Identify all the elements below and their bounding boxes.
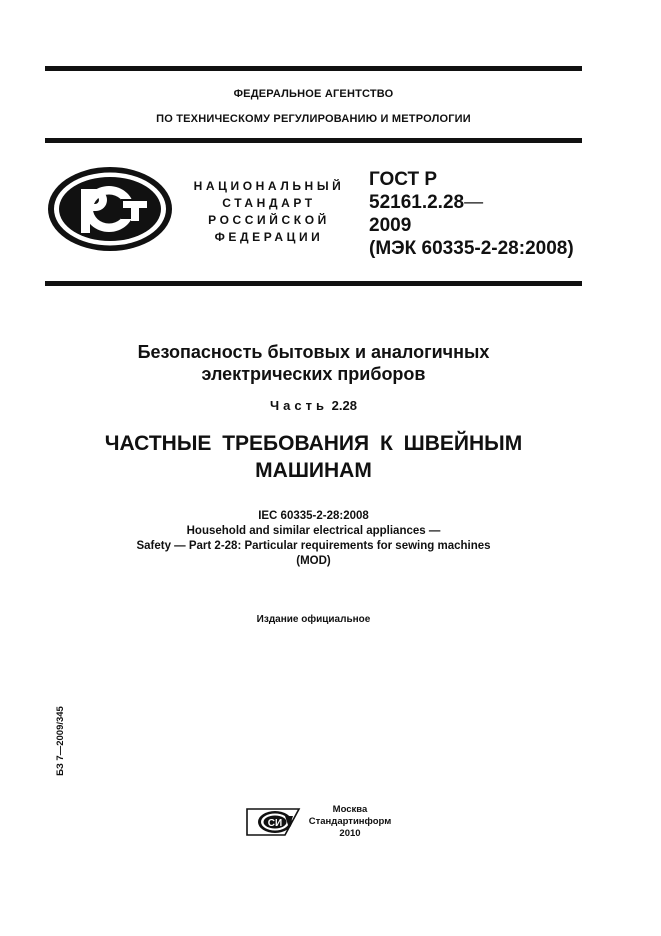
side-code: БЗ 7—2009/345 xyxy=(55,706,66,776)
gost-iec-ref: (МЭК 60335-2-28:2008) xyxy=(369,238,574,259)
iec-line-3: Safety — Part 2-28: Particular requirements for sewing machines xyxy=(136,540,491,552)
gost-number: 52161.2.28 xyxy=(369,192,465,213)
national-line-3: РОССИЙСКОЙ xyxy=(208,213,330,227)
iec-line-4: (MOD) xyxy=(296,555,331,567)
document-subtitle xyxy=(45,430,582,484)
title-line-2: электрических приборов xyxy=(201,364,426,384)
subtitle-line-1: ЧАСТНЫЕ ТРЕБОВАНИЯ К ШВЕЙНЫМ xyxy=(104,432,523,455)
gost-dash: — xyxy=(464,192,484,213)
title-line-1: Безопасность бытовых и аналогичных xyxy=(137,342,490,362)
publisher-year: 2010 xyxy=(339,828,361,839)
top-rule xyxy=(45,66,582,71)
part-heading xyxy=(45,398,582,413)
publisher-city: Москва xyxy=(332,804,368,815)
part-label: Часть xyxy=(270,398,328,413)
national-standard-label xyxy=(183,178,355,246)
edition-label: Издание официальное xyxy=(256,614,371,625)
svg-text:СИ: СИ xyxy=(267,818,283,829)
iec-line-2: Household and similar electrical appliances — xyxy=(186,525,441,537)
rst-logo-icon xyxy=(45,165,175,253)
national-line-2: СТАНДАРТ xyxy=(222,196,316,210)
header-rule xyxy=(45,138,582,143)
national-line-1: НАЦИОНАЛЬНЫЙ xyxy=(193,179,345,193)
gost-number-line xyxy=(369,191,589,214)
iec-reference xyxy=(45,509,582,569)
iec-line-1: IEC 60335-2-28:2008 xyxy=(258,510,369,522)
gost-rule xyxy=(45,281,582,286)
standartinform-logo-icon xyxy=(245,806,311,838)
subtitle-line-2: МАШИНАМ xyxy=(255,459,372,482)
document-title xyxy=(45,341,582,385)
agency-line-2: ПО ТЕХНИЧЕСКОМУ РЕГУЛИРОВАНИЮ И МЕТРОЛОГИИ xyxy=(156,113,471,125)
gost-prefix: ГОСТ Р xyxy=(369,169,438,190)
gost-year: 2009 xyxy=(369,215,412,236)
gost-designation xyxy=(369,168,589,260)
publisher-name: Стандартинформ xyxy=(308,816,392,827)
publisher-block xyxy=(305,804,395,840)
agency-line-1: ФЕДЕРАЛЬНОЕ АГЕНТСТВО xyxy=(233,88,394,100)
part-number: 2.28 xyxy=(331,398,357,413)
national-line-4: ФЕДЕРАЦИИ xyxy=(214,230,324,244)
